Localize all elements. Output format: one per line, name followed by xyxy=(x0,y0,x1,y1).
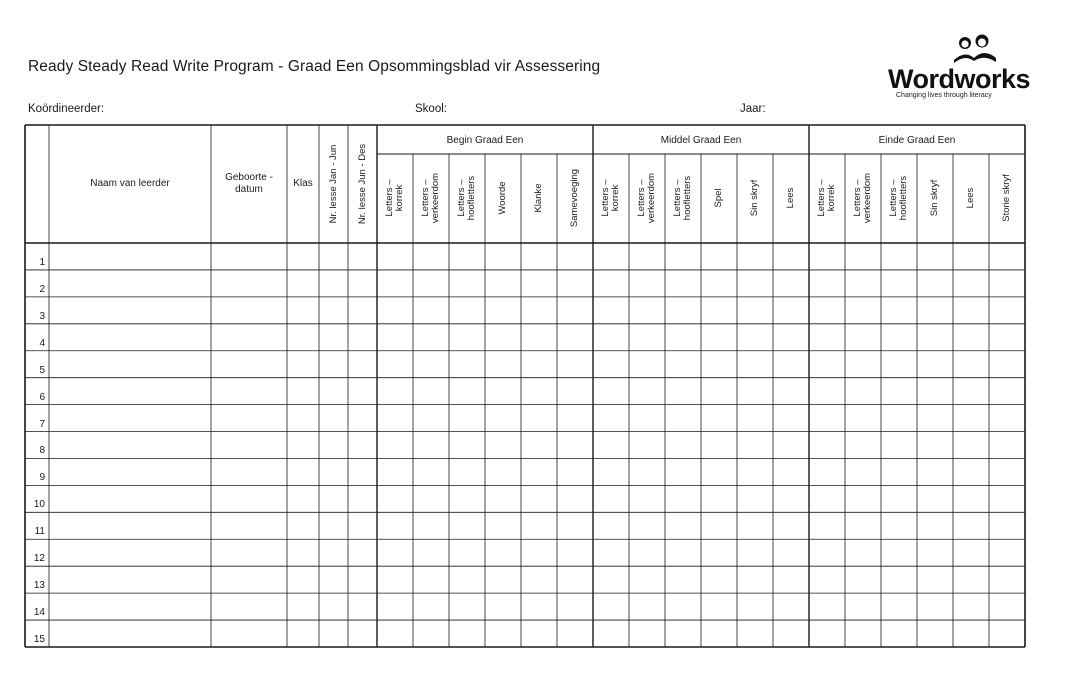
row-number: 13 xyxy=(33,580,45,592)
subcolumn-header-line: Woorde xyxy=(497,181,508,215)
column-header-name: Naam van leerder xyxy=(90,178,170,189)
subcolumn-header xyxy=(673,153,693,243)
row-number: 2 xyxy=(39,283,45,295)
subcolumn-header-line: korrek xyxy=(394,184,405,212)
column-header-dob: Geboorte - xyxy=(225,172,273,183)
subcolumn-header-line: Letters – xyxy=(456,179,467,217)
column-header-lessons-jan-jun-line: Nr. lesse Jan - Jun xyxy=(327,144,339,224)
subcolumn-header-line: Lees xyxy=(785,187,796,209)
subcolumn-header xyxy=(889,153,909,243)
column-header-class: Klas xyxy=(293,178,313,189)
row-number: 8 xyxy=(39,445,45,457)
row-number: 9 xyxy=(39,472,45,484)
logo-wordmark: Wordworks xyxy=(888,64,1031,94)
subcolumn-header-line: Spel xyxy=(713,188,724,208)
column-header-lessons-jun-des-line: Nr. lesse Jun - Des xyxy=(356,143,368,225)
row-number: 11 xyxy=(34,526,45,538)
subcolumn-header xyxy=(853,153,873,243)
row-number: 6 xyxy=(39,391,45,403)
subcolumn-header-line: Klanke xyxy=(533,183,544,213)
row-number: 5 xyxy=(39,364,45,376)
subcolumn-header xyxy=(457,153,477,243)
subcolumn-header xyxy=(750,153,760,243)
subcolumn-header xyxy=(601,153,621,243)
subcolumn-header-line: Sin skryf xyxy=(929,179,940,217)
group-header: Middel Graad Een xyxy=(660,135,742,146)
row-number: 3 xyxy=(39,310,45,322)
subcolumn-header-line: hoofletters xyxy=(466,175,477,221)
subcolumn-header xyxy=(966,153,976,243)
subcolumn-header xyxy=(637,153,657,243)
subcolumn-header xyxy=(786,153,796,243)
subcolumn-header xyxy=(421,153,441,243)
subcolumn-header xyxy=(498,153,508,243)
subcolumn-header-line: Letters – xyxy=(852,179,863,217)
coordinator-label: Koördineerder: xyxy=(28,103,105,115)
column-header-lessons-jan-jun xyxy=(329,139,339,229)
row-number: 4 xyxy=(39,337,45,349)
group-header: Einde Graad Een xyxy=(878,135,956,146)
subcolumn-header-line: Letters – xyxy=(600,179,611,217)
column-header-lessons-jun-des xyxy=(358,139,368,229)
subcolumn-header-line: Letters – xyxy=(816,179,827,217)
page-title: Ready Steady Read Write Program - Graad Een Opsommingsblad vir Assessering xyxy=(28,58,601,75)
subcolumn-header-line: Letters – xyxy=(672,179,683,217)
group-header: Begin Graad Een xyxy=(446,135,524,146)
row-number: 14 xyxy=(33,607,45,619)
subcolumn-header-line: Storie skryf xyxy=(1001,174,1012,222)
subcolumn-header xyxy=(1002,153,1012,243)
row-number: 15 xyxy=(33,634,45,645)
subcolumn-header-line: Letters – xyxy=(384,179,395,217)
subcolumn-header-line: Samevoeging xyxy=(569,168,580,228)
subcolumn-header-line: Letters – xyxy=(420,179,431,217)
subcolumn-header-line: hoofletters xyxy=(898,175,909,221)
year-label: Jaar: xyxy=(740,103,766,115)
subcolumn-header-line: Letters – xyxy=(636,179,647,217)
row-number: 1 xyxy=(39,256,45,268)
logo-tagline: Changing lives through literacy xyxy=(896,92,992,99)
subcolumn-header-line: verkeerdom xyxy=(862,172,873,224)
subcolumn-header-line: Sin skryf xyxy=(749,179,760,217)
subcolumn-header xyxy=(570,153,580,243)
row-number: 12 xyxy=(33,553,45,565)
subcolumn-header-line: korrek xyxy=(826,184,837,212)
subcolumn-header xyxy=(534,153,544,243)
subcolumn-header-line: Letters – xyxy=(888,179,899,217)
subcolumn-header-line: korrek xyxy=(610,184,621,212)
subcolumn-header xyxy=(385,153,405,243)
column-header-dob: datum xyxy=(235,184,263,195)
school-label: Skool: xyxy=(415,103,447,115)
subcolumn-header xyxy=(714,153,724,243)
subcolumn-header-line: Lees xyxy=(965,187,976,209)
subcolumn-header-line: verkeerdom xyxy=(646,172,657,224)
subcolumn-header-line: verkeerdom xyxy=(430,172,441,224)
row-number: 10 xyxy=(33,499,45,511)
subcolumn-header xyxy=(817,153,837,243)
row-number: 7 xyxy=(39,418,45,430)
subcolumn-header xyxy=(930,153,940,243)
subcolumn-header-line: hoofletters xyxy=(682,175,693,221)
